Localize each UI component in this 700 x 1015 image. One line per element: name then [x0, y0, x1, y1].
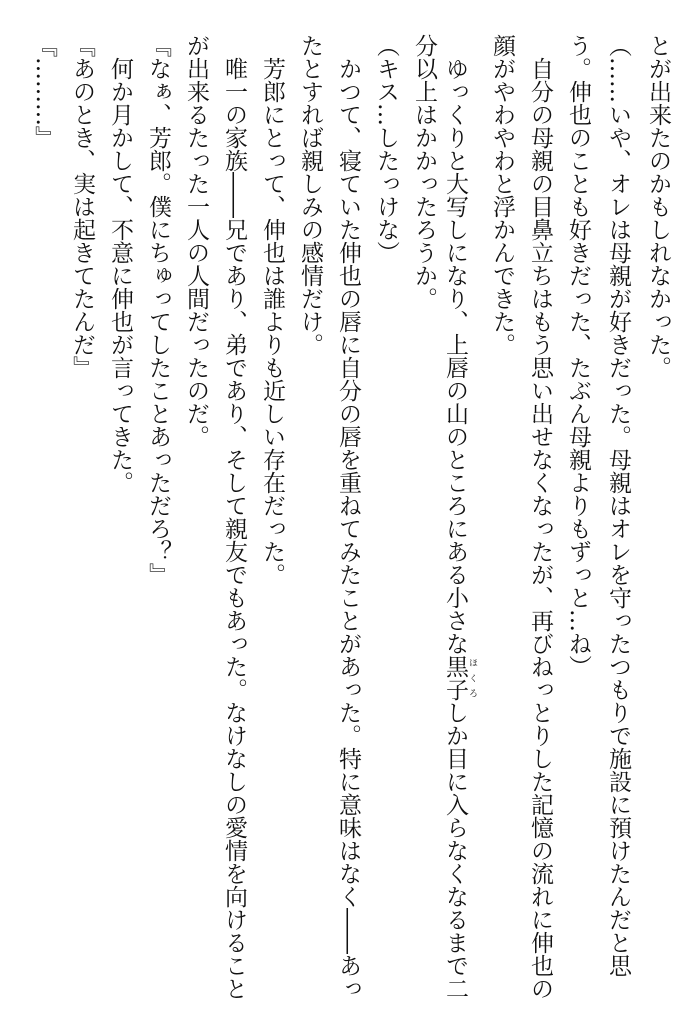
text-line-12: 唯一の家族――兄であり、弟であり、そして親友でもあった。なけなしの愛情を向けること — [221, 34, 247, 1000]
text-line-1: とが出来たのかもしれなかった。 — [645, 34, 671, 379]
text-line-7: 分以上はかかったろうか。 — [411, 34, 437, 310]
text-line-10: たとすれば親しみの感情だけ。 — [297, 34, 323, 356]
text-line-8: （キス…したっけな） — [373, 34, 399, 264]
text-line-3: う。伸也のことも好きだった、たぶん母親よりもずっと…ね） — [565, 34, 591, 678]
text-line-5: 顔がやわやわと浮かんできた。 — [489, 34, 515, 356]
ruby-reading: ほくろ — [467, 655, 477, 701]
text-line-6-after: しか目に入らなくなるまで二 — [442, 701, 468, 1000]
text-line-2: （……いや、オレは母親が好きだった。母親はオレを守ったつもりで施設に預けたんだと思 — [605, 34, 631, 977]
text-line-6-before: ゆっくりと大写しになり、上唇の山のところにある小さな — [442, 34, 468, 655]
text-line-11: 芳郎にとって、伸也は誰よりも近しい存在だった。 — [259, 34, 285, 586]
text-line-15: 何か月かして、不意に伸也が言ってきた。 — [107, 34, 133, 494]
text-line-14: 『なぁ、芳郎。僕にちゅってしたことあっただろ？』 — [145, 34, 171, 586]
text-line-9: かつて、寝ていた伸也の唇に自分の唇を重ねてみたことがあった。特に意味はなく――あっ — [335, 34, 361, 1000]
text-line-16: 『あのとき、実は起きてたんだ』 — [69, 34, 95, 379]
text-line-6 — [442, 34, 477, 1000]
text-line-17: 『………』 — [31, 34, 57, 149]
text-line-13: が出来るたった一人の人間だったのだ。 — [183, 34, 209, 448]
ruby-base: 黒子 — [442, 655, 468, 701]
ruby-hokuro — [442, 655, 477, 701]
text-line-4: 自分の母親の目鼻立ちはもう思い出せなくなったが、再びねっとりした記憶の流れに伸也の — [527, 34, 553, 1000]
